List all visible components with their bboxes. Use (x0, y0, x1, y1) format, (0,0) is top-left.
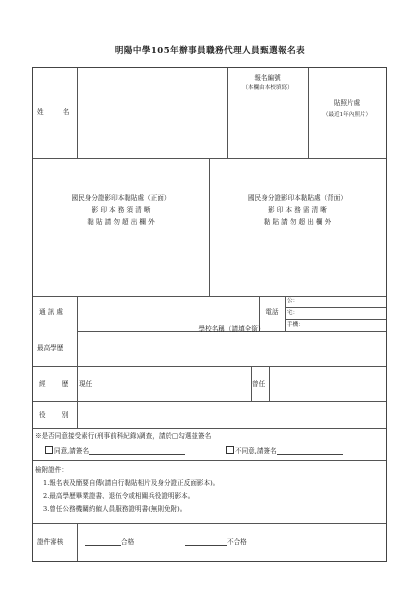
fail-text: 不合格 (227, 538, 247, 546)
rule-after-military (33, 428, 386, 429)
docs-header: 檢附證件： (35, 466, 68, 474)
former-label: 曾任 (252, 380, 266, 388)
agree-checkbox[interactable] (45, 446, 53, 454)
registration-form (32, 67, 387, 562)
form-title: 明陽中學105年辦事員職務代理人員甄選報名表 (114, 46, 306, 56)
reg-no-note: （本欄由本校填寫） (242, 85, 293, 91)
pass-text: 合格 (121, 538, 135, 546)
school-header: 學校名稱（請填全銜） (198, 325, 265, 333)
phone-home: 宅： (287, 310, 299, 316)
agree-option[interactable] (45, 446, 185, 455)
disagree-option[interactable] (226, 446, 343, 455)
vline-former-right (269, 366, 270, 401)
fail-blank[interactable] (185, 538, 227, 546)
vline-labels (77, 296, 78, 428)
rule-after-edu (33, 366, 386, 367)
phone-office: 公： (287, 298, 299, 304)
disagree-signature-line[interactable] (277, 447, 343, 455)
rule-after-docs (33, 523, 386, 524)
doc-item-3: 3.曾任公務機關約僱人員服務證明書(無則免附)。 (43, 505, 187, 513)
experience-label: 經 歷 (39, 380, 70, 388)
pass-blank[interactable] (85, 538, 121, 546)
education-label: 最高學歷 (37, 344, 64, 352)
rule-phone-2 (285, 319, 386, 320)
address-label: 通 訊 處 (39, 308, 63, 316)
phone-mobile: 手機： (287, 322, 304, 328)
id-front-line1: 國民身分證影印本黏貼處（正面） (71, 194, 171, 202)
photo-label: 貼照片處 (333, 99, 361, 107)
rule-phone-1 (285, 307, 386, 308)
disagree-checkbox[interactable] (226, 446, 234, 454)
fail-option[interactable] (185, 538, 247, 546)
name-label: 姓 名 (37, 108, 72, 116)
doc-item-1: 1.報名表及簡要自傳(請自行黏貼相片及身分證正反面影本)。 (43, 479, 220, 487)
photo-note: （最近1年內照片） (322, 112, 372, 118)
reg-no-label: 報名編號 (254, 74, 281, 82)
vline-review (77, 523, 78, 561)
rule-after-exp (33, 401, 386, 402)
vline-id (209, 158, 210, 296)
id-back-line2: 影 印 本 務 需 清 晰 (268, 206, 327, 214)
id-back-line3: 黏 貼 請 勿 超 出 欄 外 (263, 218, 332, 226)
doc-item-2: 2.最高學歷畢業證書、退伍令或相關兵役證明影本。 (43, 492, 195, 500)
current-label: 現任 (79, 380, 93, 388)
consent-text: ※是否同意接受素行(刑事前科紀錄)調查，請於□勾選並簽名 (35, 432, 212, 440)
rule-after-consent (33, 460, 386, 461)
id-back-line1: 國民身分證影印本黏貼處（背面） (248, 194, 347, 202)
id-front-line3: 黏 貼 請 勿 超 出 欄 外 (87, 218, 155, 226)
rule-after-id (33, 296, 386, 297)
id-front-line2: 影 印 本 務 須 清 晰 (91, 206, 151, 214)
agree-signature-line[interactable] (89, 447, 185, 455)
review-label: 證件審核 (37, 538, 64, 546)
phone-label: 電話 (265, 308, 279, 316)
military-label: 役 別 (39, 411, 70, 419)
vline-name (77, 68, 78, 158)
agree-text: 同意,請簽名 (54, 447, 90, 455)
pass-option[interactable] (85, 538, 134, 546)
disagree-text: 不同意,請簽名 (235, 447, 277, 455)
